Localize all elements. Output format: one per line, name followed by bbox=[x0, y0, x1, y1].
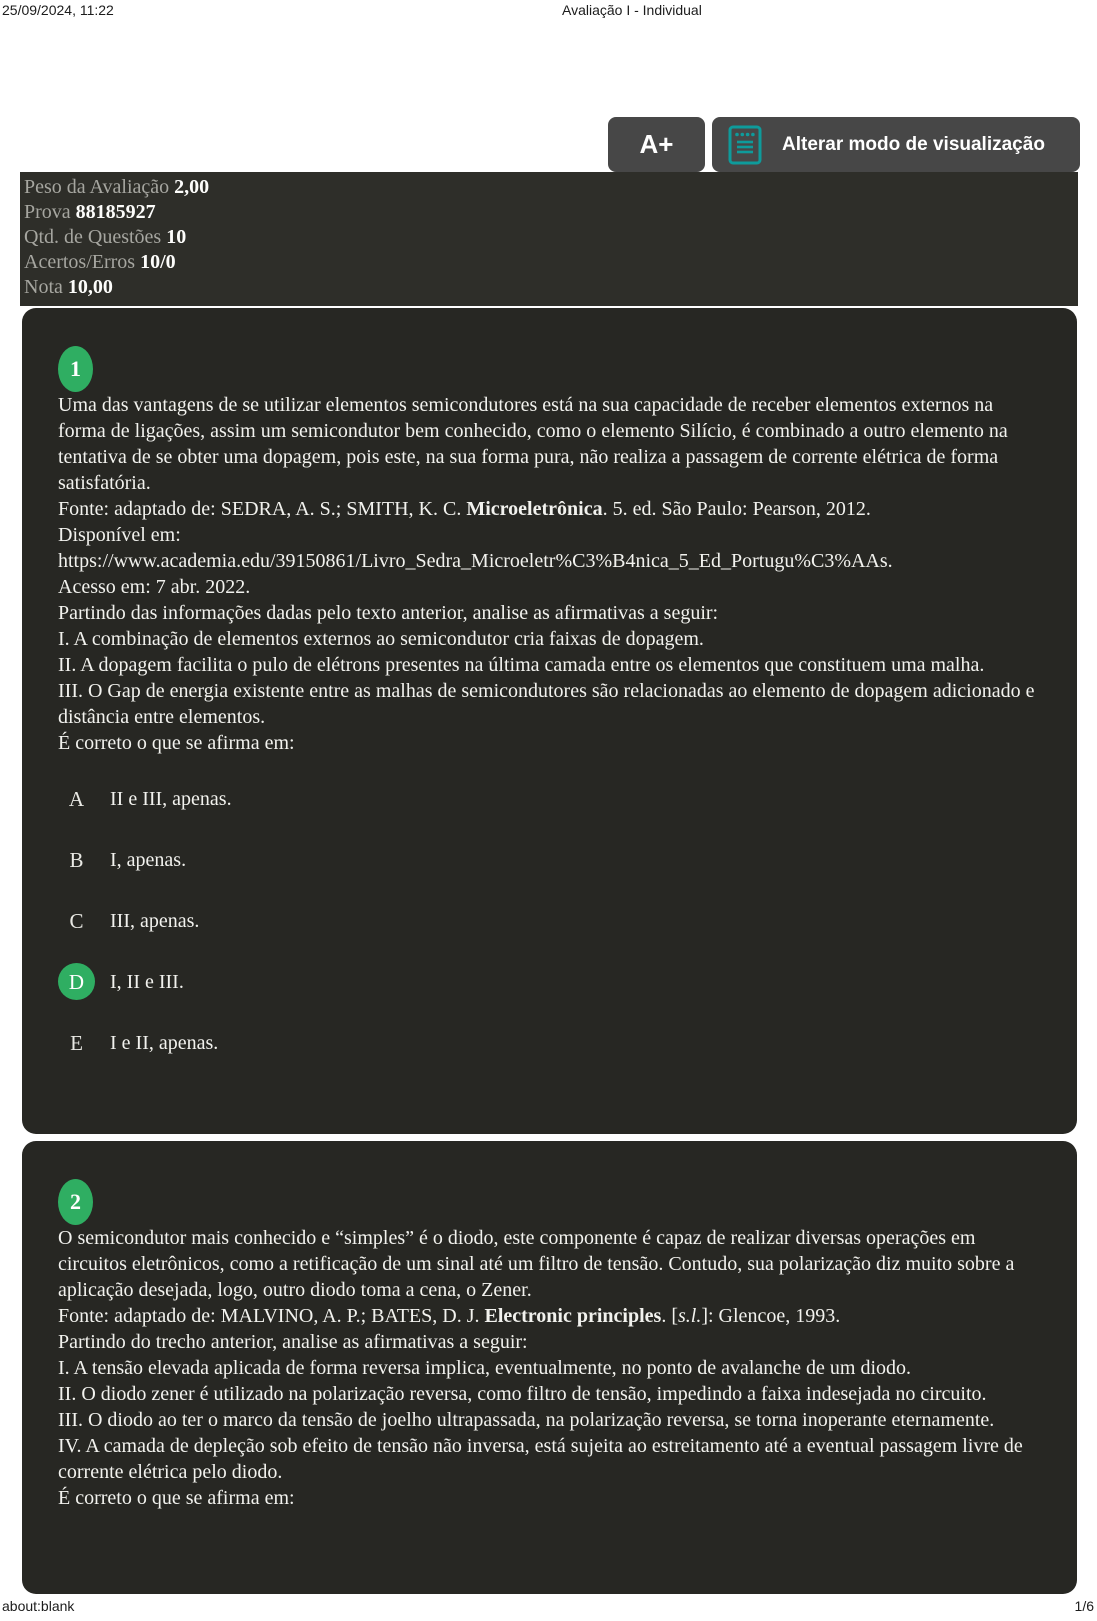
question-number-badge: 1 bbox=[58, 346, 93, 392]
question-paragraph: I. A combinação de elementos externos ao semicondutor cria faixas de dopagem. bbox=[58, 628, 704, 650]
question-card bbox=[22, 308, 1077, 1134]
question-paragraph: Partindo do trecho anterior, analise as afirmativas a seguir: bbox=[58, 1331, 528, 1353]
question-paragraph: Fonte: adaptado de: SEDRA, A. S.; SMITH, K. C. Microeletrônica. 5. ed. São Paulo: Pearson, 2012. bbox=[58, 498, 871, 520]
summary-value: 88185927 bbox=[75, 201, 156, 223]
question-text bbox=[58, 1225, 1045, 1511]
summary-label: Acertos/Erros bbox=[24, 251, 141, 273]
answer-option[interactable] bbox=[58, 1024, 1045, 1061]
question-paragraph: III. O diodo ao ter o marco da tensão de joelho ultrapassada, na polarização reversa, se torna inoperante eternamente. bbox=[58, 1409, 995, 1431]
question-paragraph: II. O diodo zener é utilizado na polarização reversa, como filtro de tensão, impedindo a faixa indesejada no circuito. bbox=[58, 1383, 987, 1405]
summary-label: Nota bbox=[24, 276, 68, 298]
summary-label: Prova bbox=[24, 201, 76, 223]
question-number-badge: 2 bbox=[58, 1179, 93, 1225]
exam-summary bbox=[20, 172, 1078, 306]
summary-row bbox=[24, 275, 1072, 300]
question-paragraph: Disponível em: bbox=[58, 524, 181, 546]
summary-label: Qtd. de Questões bbox=[24, 226, 167, 248]
question-paragraph: Partindo das informações dadas pelo texto anterior, analise as afirmativas a seguir: bbox=[58, 602, 719, 624]
summary-value: 10 bbox=[166, 226, 187, 248]
question-text bbox=[58, 392, 1045, 756]
summary-row bbox=[24, 175, 1072, 200]
answer-option[interactable] bbox=[58, 780, 1045, 817]
document-list-icon bbox=[728, 125, 762, 165]
answer-option[interactable] bbox=[58, 902, 1045, 939]
answer-option[interactable] bbox=[58, 963, 1045, 1000]
option-text: I, apenas. bbox=[110, 848, 187, 871]
print-footer-url: about:blank bbox=[2, 1598, 75, 1614]
question-paragraph: https://www.academia.edu/39150861/Livro_Sedra_Microeletr%C3%B4nica_5_Ed_Portugu%C3%AAs. bbox=[58, 550, 893, 572]
question-paragraph: O semicondutor mais conhecido e “simples” é o diodo, este componente é capaz de realizar diversas operações em circuitos eletrônicos, como a retificação de um sinal até um filtro de tensão. Contudo, sua polarização diz muito sobre a aplicação desejada, logo, outro diodo toma a cena, o Zener. bbox=[58, 1227, 1015, 1301]
print-header-datetime: 25/09/2024, 11:22 bbox=[2, 2, 114, 18]
question-paragraph: Acesso em: 7 abr. 2022. bbox=[58, 576, 251, 598]
summary-row bbox=[24, 225, 1072, 250]
option-letter[interactable]: B bbox=[69, 847, 84, 872]
option-text: I e II, apenas. bbox=[110, 1031, 219, 1054]
option-letter-selected[interactable]: D bbox=[58, 963, 95, 1000]
question-paragraph: I. A tensão elevada aplicada de forma reversa implica, eventualmente, no ponto de avalanche de um diodo. bbox=[58, 1357, 911, 1379]
summary-value: 10/0 bbox=[140, 251, 176, 273]
option-text: III, apenas. bbox=[110, 909, 200, 932]
view-mode-button[interactable] bbox=[712, 117, 1080, 172]
question-paragraph: Fonte: adaptado de: MALVINO, A. P.; BATES, D. J. Electronic principles. [s.l.]: Glencoe, 1993. bbox=[58, 1305, 841, 1327]
option-text: I, II e III. bbox=[110, 970, 184, 993]
question-paragraph: III. O Gap de energia existente entre as malhas de semicondutores são relacionadas ao elemento de dopagem adicionado e distância entre elementos. bbox=[58, 680, 1035, 728]
view-mode-label: Alterar modo de visualização bbox=[782, 133, 1045, 155]
print-header-title: Avaliação I - Individual bbox=[562, 2, 702, 18]
summary-row bbox=[24, 250, 1072, 275]
option-letter[interactable]: E bbox=[70, 1030, 83, 1055]
question-paragraph: É correto o que se afirma em: bbox=[58, 732, 295, 754]
question-paragraph: IV. A camada de depleção sob efeito de tensão não inversa, está sujeita ao estreitamento até a eventual passagem livre de corrente elétrica pelo diodo. bbox=[58, 1435, 1023, 1483]
question-paragraph: É correto o que se afirma em: bbox=[58, 1487, 295, 1509]
question-card bbox=[22, 1141, 1077, 1594]
options-list bbox=[58, 780, 1045, 1061]
option-letter[interactable]: C bbox=[69, 908, 84, 933]
font-increase-button[interactable]: A+ bbox=[608, 117, 705, 172]
option-text: II e III, apenas. bbox=[110, 787, 232, 810]
summary-row bbox=[24, 200, 1072, 225]
summary-label: Peso da Avaliação bbox=[24, 176, 175, 198]
print-footer-page: 1/6 bbox=[1074, 1598, 1094, 1614]
question-paragraph: II. A dopagem facilita o pulo de elétrons presentes na última camada entre os elementos que constituem uma malha. bbox=[58, 654, 985, 676]
answer-option[interactable] bbox=[58, 841, 1045, 878]
toolbar bbox=[608, 117, 1080, 172]
summary-value: 10,00 bbox=[67, 276, 113, 298]
option-letter[interactable]: A bbox=[68, 786, 85, 811]
question-paragraph: Uma das vantagens de se utilizar elementos semicondutores está na sua capacidade de receber elementos externos na forma de ligações, assim um semicondutor bem conhecido, como o elemento Silício, é combinado a outro elemento na tentativa de se obter uma dopagem, pois este, na sua forma pura, não realiza a passagem de corrente elétrica de forma satisfatória. bbox=[58, 394, 1008, 494]
summary-value: 2,00 bbox=[174, 176, 210, 198]
